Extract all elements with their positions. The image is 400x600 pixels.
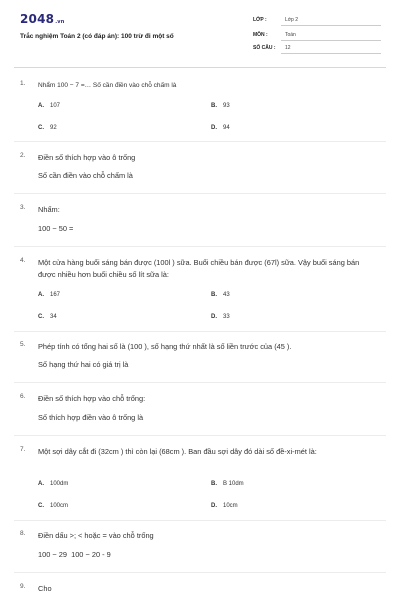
question-stem: Điền số thích hợp vào chỗ trống: xyxy=(38,394,146,403)
option-text: 92 xyxy=(50,125,57,131)
option-a[interactable] xyxy=(38,481,68,487)
option-label: B. xyxy=(211,103,217,109)
question-stem: Một sợi dây cắt đi (32cm ) thì còn lại (68cm ). Ban đầu sợi dây đó dài số đề-xi-mét là: xyxy=(38,447,317,456)
page-title: Trắc nghiệm Toán 2 (có đáp án): 100 trừ đi một số xyxy=(20,33,174,40)
logo-suffix: .vn xyxy=(55,19,65,25)
question-separator xyxy=(14,141,386,142)
question-subtext: 100 − 50 = xyxy=(38,224,74,233)
question-stem: Cho xyxy=(38,584,52,593)
option-c[interactable] xyxy=(38,314,57,320)
meta-key: MÔN : xyxy=(253,32,268,38)
question-subtext: Số thích hợp điền vào ô trống là xyxy=(38,413,144,422)
option-d[interactable] xyxy=(211,314,230,320)
question-stem: Một cửa hàng buổi sáng bán được (100l ) sữa. Buổi chiều bán được (67l) sữa. Vậy buổi sáng bán được nhiều hơn buổi chiều số lít sữa là: xyxy=(38,258,360,279)
meta-underline xyxy=(281,40,381,41)
question-number: 4. xyxy=(20,257,26,264)
option-text: 100dm xyxy=(50,481,69,487)
option-c[interactable] xyxy=(38,503,68,509)
option-text: 107 xyxy=(50,103,61,109)
option-d[interactable] xyxy=(211,503,238,509)
option-label: A. xyxy=(38,481,44,487)
option-text: 93 xyxy=(223,103,230,109)
question-number: 2. xyxy=(20,152,26,159)
question-number: 5. xyxy=(20,341,26,348)
question-subtext: 100 − 29 100 − 20 - 9 xyxy=(38,550,111,559)
option-label: C. xyxy=(38,503,44,509)
question-number: 7. xyxy=(20,446,26,453)
question-stem: Phép tính có tổng hai số là (100 ), số hạng thứ nhất là số liền trước của (45 ). xyxy=(38,342,292,351)
question-number: 9. xyxy=(20,583,26,590)
meta-subject xyxy=(253,30,381,41)
question-separator xyxy=(14,572,386,573)
question-separator xyxy=(14,193,386,194)
option-text: 34 xyxy=(50,314,57,320)
document-header xyxy=(0,0,400,62)
question-separator xyxy=(14,331,386,332)
question-stem: Điền dấu >; < hoặc = vào chỗ trống xyxy=(38,531,154,540)
question-stem: Điền số thích hợp vào ô trống xyxy=(38,153,136,162)
option-label: C. xyxy=(38,125,44,131)
option-c[interactable] xyxy=(38,125,57,131)
option-text: 43 xyxy=(223,292,230,298)
meta-underline xyxy=(281,53,381,54)
option-label: D. xyxy=(211,125,217,131)
logo-text: 2048 xyxy=(20,12,55,26)
header-divider xyxy=(14,67,386,68)
question-stem: Nhẩm 100 − 7 =… Số cần điền vào chỗ chấm là xyxy=(38,82,177,89)
question-separator xyxy=(14,246,386,247)
option-label: A. xyxy=(38,292,44,298)
question-separator xyxy=(14,520,386,521)
question-separator xyxy=(14,382,386,383)
question-number: 3. xyxy=(20,204,26,211)
meta-key: LỚP : xyxy=(253,17,267,23)
meta-value: 12 xyxy=(285,45,291,51)
option-d[interactable] xyxy=(211,125,230,131)
question-stem: Nhẩm: xyxy=(38,205,60,214)
option-text: 33 xyxy=(223,314,230,320)
option-b[interactable] xyxy=(211,103,230,109)
meta-value: Lớp 2 xyxy=(285,17,299,23)
meta-count xyxy=(253,43,381,54)
question-number: 6. xyxy=(20,393,26,400)
option-a[interactable] xyxy=(38,103,60,109)
option-label: B. xyxy=(211,292,217,298)
meta-underline xyxy=(281,25,381,26)
site-logo[interactable] xyxy=(20,12,65,26)
option-text: 100cm xyxy=(50,503,69,509)
option-b[interactable] xyxy=(211,481,244,487)
option-label: C. xyxy=(38,314,44,320)
option-text: B 10dm xyxy=(223,481,244,487)
meta-key: SỐ CÂU : xyxy=(253,45,276,51)
question-subtext: Số hạng thứ hai có giá trị là xyxy=(38,360,129,369)
option-text: 167 xyxy=(50,292,61,298)
option-label: D. xyxy=(211,314,217,320)
option-a[interactable] xyxy=(38,292,60,298)
question-number: 8. xyxy=(20,530,26,537)
question-subtext: Số cần điền vào chỗ chấm là xyxy=(38,171,133,180)
option-text: 94 xyxy=(223,125,230,131)
question-number: 1. xyxy=(20,80,26,87)
option-label: A. xyxy=(38,103,44,109)
question-separator xyxy=(14,435,386,436)
meta-class xyxy=(253,15,381,26)
meta-value: Toán xyxy=(285,32,296,38)
option-label: B. xyxy=(211,481,217,487)
option-b[interactable] xyxy=(211,292,230,298)
option-text: 10cm xyxy=(223,503,238,509)
option-label: D. xyxy=(211,503,217,509)
